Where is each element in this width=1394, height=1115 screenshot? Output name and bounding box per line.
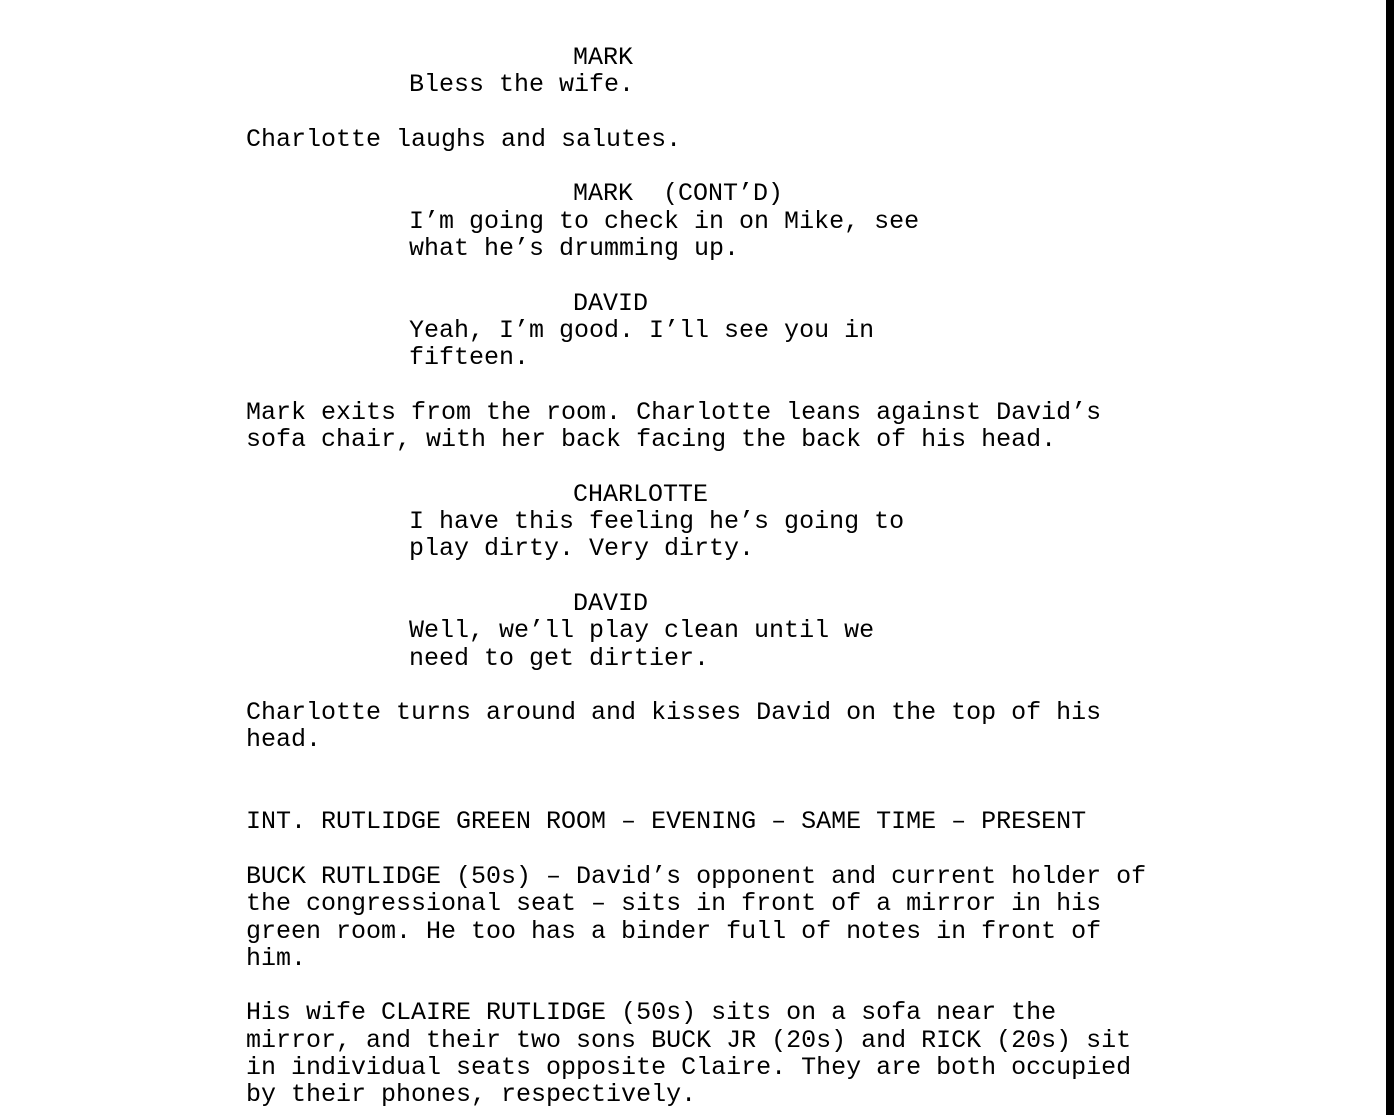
action-line: green room. He too has a binder full of notes in front of	[246, 916, 1102, 946]
spacer	[246, 99, 1246, 126]
character-name: DAVID	[573, 588, 649, 618]
character-name: CHARLOTTE	[573, 479, 709, 509]
character-name: MARK	[573, 43, 634, 72]
spacer	[246, 672, 1246, 699]
dialogue-line: Yeah, I’m good. I’ll see you in	[409, 315, 875, 345]
dialogue-line: play dirty. Very dirty.	[409, 534, 755, 564]
spacer	[246, 836, 1246, 863]
action-line: the congressional seat – sits in front of a mirror in his	[246, 889, 1102, 919]
character-name: DAVID	[573, 288, 649, 318]
action-line: mirror, and their two sons BUCK JR (20s) and RICK (20s) sit	[246, 1025, 1132, 1055]
spacer	[246, 563, 1246, 590]
screenplay-body	[246, 44, 1246, 1109]
action-line: him.	[246, 943, 307, 973]
scene-heading: INT. RUTLIDGE GREEN ROOM – EVENING – SAME TIME – PRESENT	[246, 807, 1087, 837]
dialogue-line: what he’s drumming up.	[409, 234, 740, 264]
dialogue-line: I’m going to check in on Mike, see	[409, 206, 920, 236]
spacer	[246, 262, 1246, 289]
dialogue-line: need to get dirtier.	[409, 643, 710, 673]
action-line: sofa chair, with her back facing the back of his head.	[246, 425, 1057, 455]
action-line: BUCK RUTLIDGE (50s) – David’s opponent and current holder of	[246, 861, 1147, 891]
page-edge-border	[1386, 0, 1394, 1115]
action-line: His wife CLAIRE RUTLIDGE (50s) sits on a sofa near the	[246, 998, 1057, 1028]
spacer	[246, 972, 1246, 999]
character-name: MARK (CONT’D)	[573, 179, 784, 209]
action-line: head.	[246, 725, 322, 755]
spacer	[246, 453, 1246, 480]
dialogue-line: Bless the wife.	[409, 70, 635, 100]
dialogue-line: fifteen.	[409, 343, 530, 373]
dialogue-line: I have this feeling he’s going to	[409, 507, 905, 537]
action-line: Charlotte laughs and salutes.	[246, 124, 682, 154]
action-line: by their phones, respectively.	[246, 1080, 697, 1110]
spacer	[246, 754, 1246, 809]
dialogue-line: Well, we’ll play clean until we	[409, 616, 875, 646]
spacer	[246, 153, 1246, 180]
action-line: Charlotte turns around and kisses David on the top of his	[246, 698, 1102, 728]
spacer	[246, 372, 1246, 399]
action-line: Mark exits from the room. Charlotte leans against David’s	[246, 397, 1102, 427]
action-line: in individual seats opposite Claire. They are both occupied	[246, 1052, 1132, 1082]
